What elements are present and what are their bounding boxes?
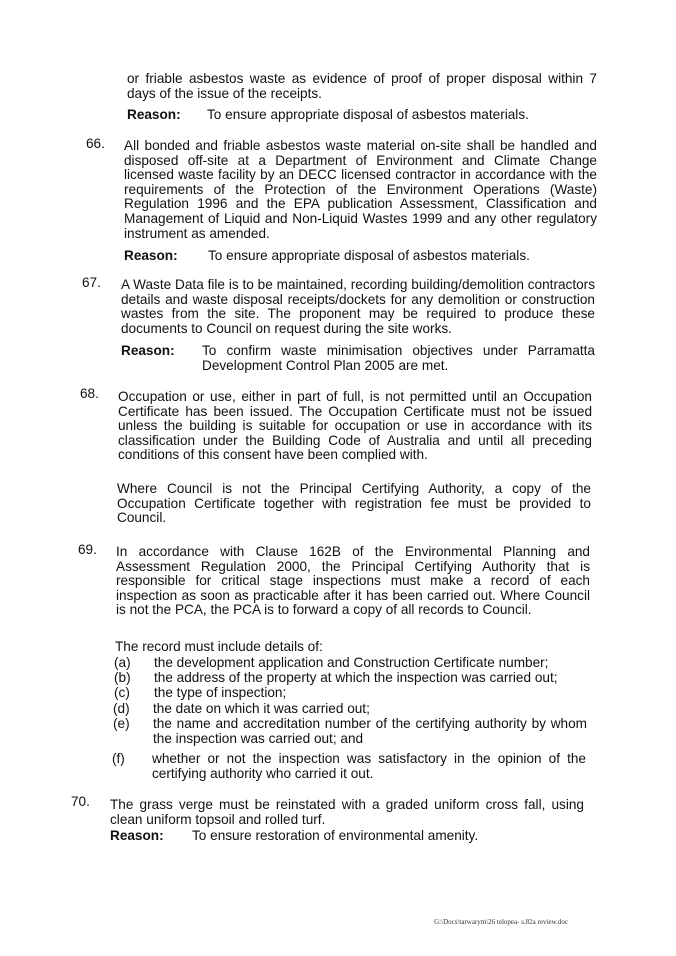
- condition-68-text: Occupation or use, either in part of full, is not permitted until an Occupation Certificate has been issued. The Occupation Certificate must not be issued unless the building is suitable for occupation or use in accordance with its classification under the Building Code of Australia and until all preceding conditions of this consent have been complied with.: [118, 389, 592, 463]
- condition-number: 69.: [78, 542, 97, 557]
- list-label: (c): [114, 685, 130, 700]
- condition-67-reason: [121, 344, 595, 376]
- condition-number: 67.: [82, 275, 101, 290]
- condition-66-reason: [124, 249, 597, 265]
- condition-70-reason: [110, 829, 584, 845]
- reason-text: To ensure restoration of environmental amenity.: [192, 828, 479, 843]
- footer-file-path: G:\Docs\tarwarym\26 telopea- s.82a review.doc: [434, 918, 568, 926]
- list-label: (d): [113, 701, 130, 716]
- condition-number: 68.: [80, 386, 99, 401]
- intro-reason: [127, 108, 597, 124]
- list-label: (a): [114, 655, 131, 670]
- reason-text: To ensure appropriate disposal of asbestos materials.: [208, 248, 530, 263]
- list-text: the address of the property at which the inspection was carried out;: [154, 670, 558, 685]
- condition-69-text: In accordance with Clause 162B of the Environmental Planning and Assessment Regulation 2000, the Principal Certifying Authority that is responsible for critical stage inspections must make a record of each inspection as soon as practicable after it has been carried out. Where Council is not the PCA, the PCA is to forward a copy of all records to Council.: [116, 544, 590, 618]
- condition-69-list-intro: The record must include details of:: [115, 639, 323, 654]
- reason-label: Reason:: [110, 828, 164, 843]
- list-item: [114, 686, 588, 702]
- condition-70-text: The grass verge must be reinstated with a graded uniform cross fall, using clean uniform topsoil and rolled turf.: [110, 797, 584, 827]
- condition-67-text: A Waste Data file is to be maintained, recording building/demolition contractors details and waste disposal receipts/dockets for any demolition or construction wastes from the site. The proponent may be required to produce these documents to Council on request during the site works.: [121, 277, 595, 336]
- list-item: [112, 752, 586, 784]
- condition-68-text-2: Where Council is not the Principal Certifying Authority, a copy of the Occupation Certificate together with registration fee must be provided to Council.: [117, 481, 591, 526]
- reason-text: To confirm waste minimisation objectives under Parramatta Development Control Plan 2005 are met.: [202, 343, 595, 373]
- reason-text: To ensure appropriate disposal of asbestos materials.: [207, 107, 529, 122]
- condition-66-text: All bonded and friable asbestos waste material on-site shall be handled and disposed off-site at a Department of Environment and Climate Change licensed waste facility by an DECC licensed contractor in accordance with the requirements of the Protection of the Environment Operations (Waste) Regulation 1996 and the EPA publication Assessment, Classification and Management of Liquid and Non-Liquid Wastes 1999 and any other regulatory instrument as amended.: [124, 138, 597, 241]
- reason-label: Reason:: [121, 343, 175, 358]
- list-text: the development application and Construction Certificate number;: [154, 655, 549, 670]
- list-item: [113, 717, 587, 749]
- list-label: (b): [114, 670, 131, 685]
- list-text: the date on which it was carried out;: [153, 701, 370, 716]
- list-text: the name and accreditation number of the certifying authority by whom the inspection was carried out; and: [153, 716, 587, 746]
- list-text: whether or not the inspection was satisfactory in the opinion of the certifying authority who carried it out.: [152, 751, 586, 781]
- list-text: the type of inspection;: [154, 685, 287, 700]
- condition-number: 66.: [86, 136, 105, 151]
- list-label: (f): [112, 751, 125, 766]
- condition-number: 70.: [71, 794, 90, 809]
- reason-label: Reason:: [127, 107, 181, 122]
- intro-paragraph: or friable asbestos waste as evidence of proof of proper disposal within 7 days of the issue of the receipts.: [127, 71, 597, 101]
- reason-label: Reason:: [124, 248, 178, 263]
- list-label: (e): [113, 716, 130, 731]
